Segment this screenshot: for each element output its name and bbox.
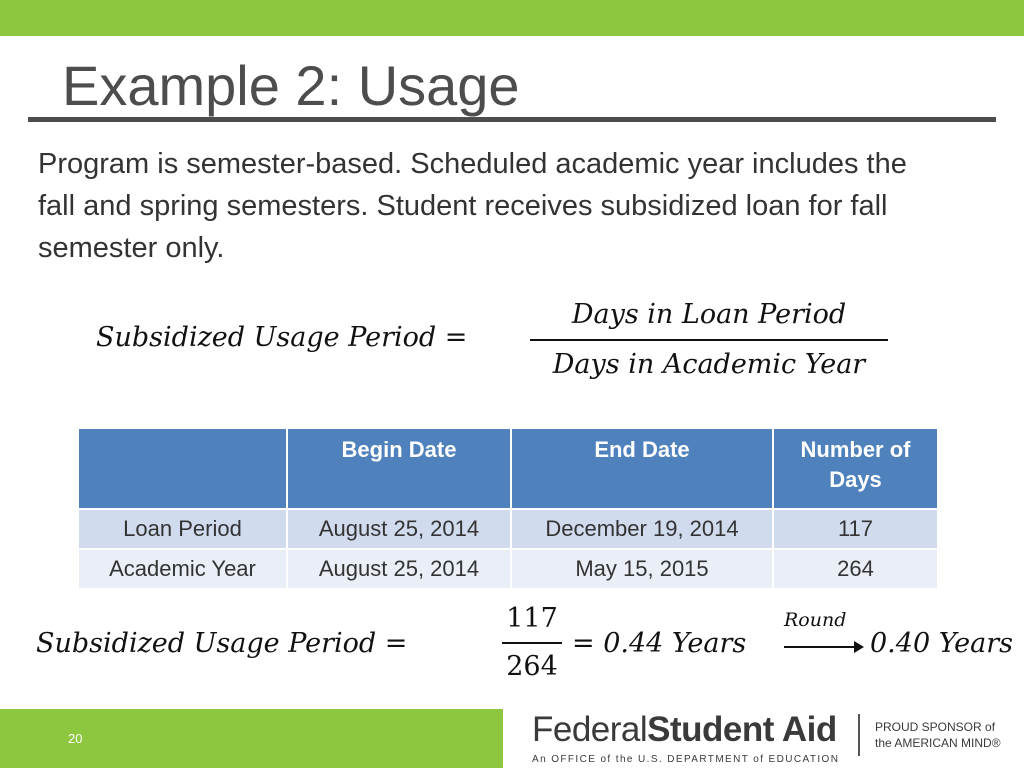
table-cell: Loan Period [78, 509, 287, 549]
calculation-fraction [502, 602, 562, 684]
slide-body-text: Program is semester-based. Scheduled academic year includes the fall and spring semesters. Student receives subsidized loan for fall semester only. [38, 148, 907, 264]
calculation-numerator: 117 [506, 603, 558, 634]
rounded-result: 0.40 Years [870, 628, 1014, 659]
formula-lhs: Subsidized Usage Period = [96, 322, 468, 353]
sponsor-line-2: the AMERICAN MIND® [875, 736, 1001, 750]
table-cell: August 25, 2014 [287, 549, 511, 589]
right-arrow-icon [784, 640, 864, 654]
calculation-result: = 0.44 Years [572, 628, 747, 659]
calculation-denominator: 264 [506, 651, 558, 682]
header-cell-begin-date: Begin Date [287, 428, 511, 509]
formula-fraction [530, 297, 888, 383]
table-header-row [78, 428, 938, 509]
formula-denominator: Days in Academic Year [552, 349, 866, 380]
table-cell: 264 [773, 549, 938, 589]
table-cell: 117 [773, 509, 938, 549]
sponsor-tagline [875, 719, 1001, 751]
round-label: Round [784, 609, 847, 631]
header-cell-number-of-days: Number of Days [773, 428, 938, 509]
days-table [77, 427, 939, 590]
slide-title: Example 2: Usage [62, 54, 520, 117]
table-cell: Academic Year [78, 549, 287, 589]
calculation-lhs: Subsidized Usage Period = [36, 628, 408, 659]
fraction-bar [530, 339, 888, 341]
table-cell: August 25, 2014 [287, 509, 511, 549]
page-number: 20 [68, 731, 83, 746]
table-cell: May 15, 2015 [511, 549, 773, 589]
logo-word-federal: Federal [532, 710, 648, 749]
logo-wordmark [532, 710, 837, 750]
federal-student-aid-logo [532, 710, 852, 768]
logo-divider [858, 714, 860, 756]
formula-numerator: Days in Loan Period [571, 299, 847, 330]
table-cell: December 19, 2014 [511, 509, 773, 549]
table-row [78, 549, 938, 589]
usage-period-calculation [36, 602, 1014, 692]
header-cell-blank [78, 428, 287, 509]
title-underline [28, 117, 996, 122]
table-row [78, 509, 938, 549]
logo-word-student-aid: Student Aid [647, 710, 837, 749]
fraction-bar [502, 642, 562, 644]
logo-subtitle: An OFFICE of the U.S. DEPARTMENT of EDUCATION [532, 754, 840, 765]
sponsor-line-1: PROUD SPONSOR of [875, 720, 996, 734]
header-cell-end-date: End Date [511, 428, 773, 509]
usage-period-formula [96, 297, 896, 387]
top-accent-bar [0, 0, 1024, 36]
